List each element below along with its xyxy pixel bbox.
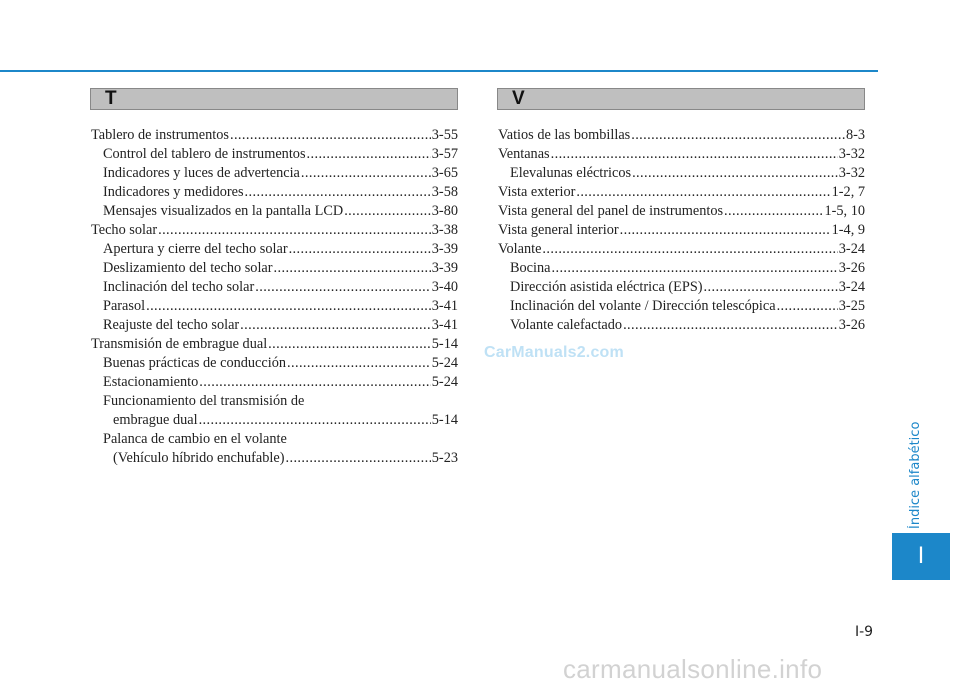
index-subentry: Bocina ..... 3-26	[498, 259, 865, 278]
index-entry: Vista exterior ..... 1-2, 7	[498, 183, 865, 202]
index-entry: Transmisión de embrague dual ..... 5-14	[91, 335, 458, 354]
index-entry: Volante ..... 3-24	[498, 240, 865, 259]
index-entry: Vista general interior ..... 1-4, 9	[498, 221, 865, 240]
index-subentry-head: Palanca de cambio en el volante	[103, 431, 287, 447]
index-subentry: Deslizamiento del techo solar ..... 3-39	[91, 259, 458, 278]
index-subentry-continuation: embrague dual ..... 5-14	[91, 411, 458, 430]
index-subentry-head: Funcionamiento del transmisión de	[103, 393, 305, 409]
section-header-v: V	[497, 88, 865, 110]
index-entry: Ventanas ..... 3-32	[498, 145, 865, 164]
index-subentry: Elevalunas eléctricos ..... 3-32	[498, 164, 865, 183]
index-subentry: Inclinación del techo solar ..... 3-40	[91, 278, 458, 297]
section-header-t: T	[90, 88, 458, 110]
index-entry: Vista general del panel de instrumentos ..... 1-5, 10	[498, 202, 865, 221]
index-subentry: Indicadores y medidores ..... 3-58	[91, 183, 458, 202]
section-tab: I	[892, 533, 950, 580]
index-subentry: Reajuste del techo solar ..... 3-41	[91, 316, 458, 335]
index-entry: Tablero de instrumentos ..... 3-55	[91, 126, 458, 145]
index-subentry: Indicadores y luces de advertencia ..... 3-65	[91, 164, 458, 183]
footer-watermark: carmanualsonline.info	[563, 654, 823, 684]
index-subentry: Volante calefactado ..... 3-26	[498, 316, 865, 335]
index-entry: Vatios de las bombillas ..... 8-3	[498, 126, 865, 145]
index-column-v	[498, 126, 865, 335]
top-rule	[0, 70, 878, 72]
index-subentry: Parasol ..... 3-41	[91, 297, 458, 316]
page-number: I-9	[855, 624, 874, 640]
watermark-logo: CarManuals2.com	[484, 344, 624, 361]
index-subentry: Mensajes visualizados en la pantalla LCD ..... 3-80	[91, 202, 458, 221]
index-subentry: Inclinación del volante / Dirección telescópica ..... 3-25	[498, 297, 865, 316]
index-subentry: Apertura y cierre del techo solar ..... 3-39	[91, 240, 458, 259]
index-subentry: Estacionamiento ..... 5-24	[91, 373, 458, 392]
section-side-label: Índice alfabético	[908, 421, 923, 529]
index-column-t	[91, 126, 458, 468]
index-entry: Techo solar ..... 3-38	[91, 221, 458, 240]
index-subentry: Dirección asistida eléctrica (EPS) ..... 3-24	[498, 278, 865, 297]
index-subentry: Buenas prácticas de conducción ..... 5-24	[91, 354, 458, 373]
index-subentry: Control del tablero de instrumentos ..... 3-57	[91, 145, 458, 164]
index-subentry-continuation: (Vehículo híbrido enchufable) ..... 5-23	[91, 449, 458, 468]
